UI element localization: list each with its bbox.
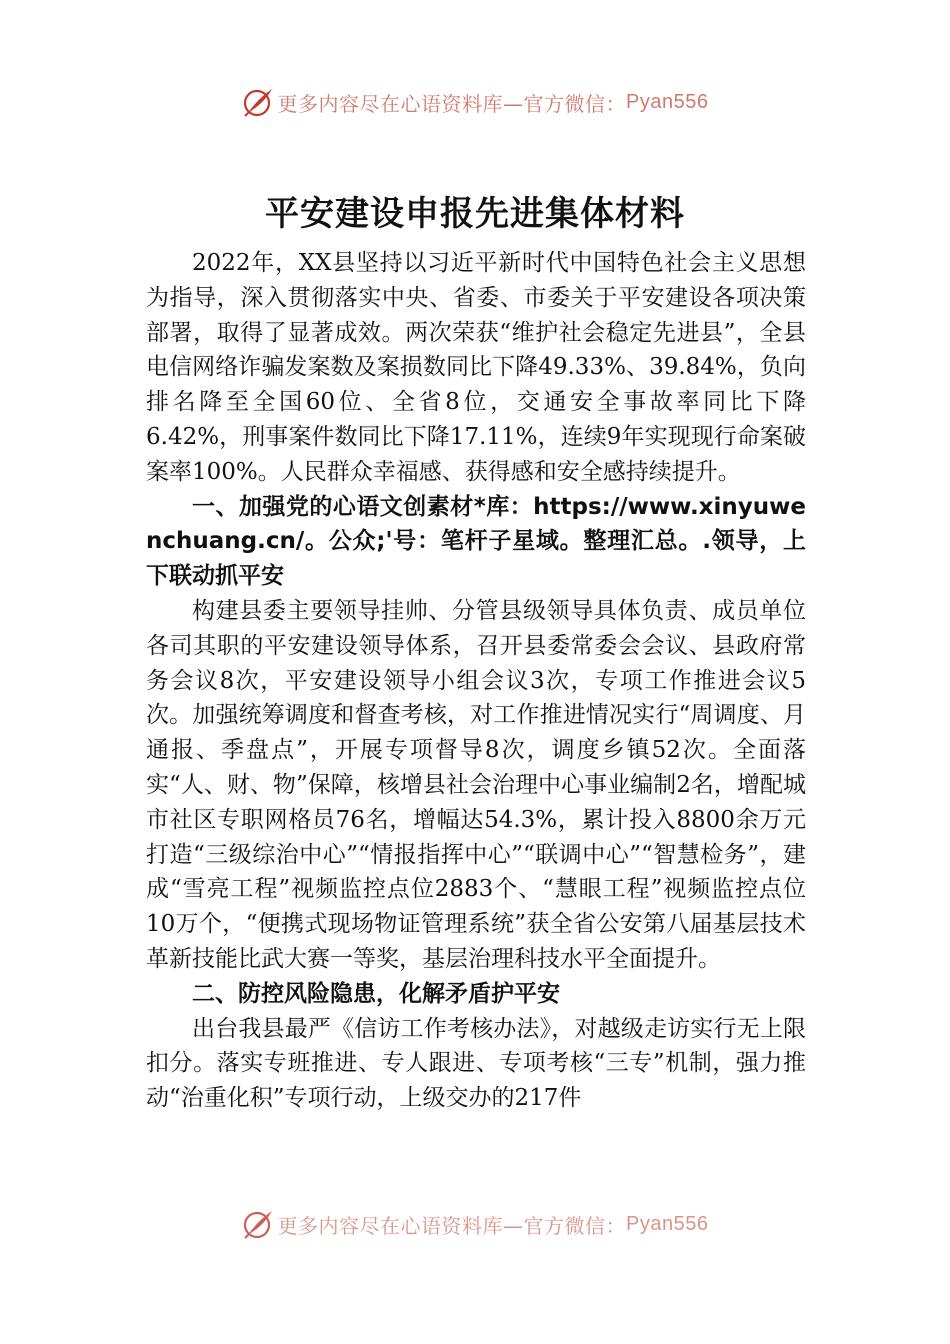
- intro-paragraph: 2022年，XX县坚持以习近平新时代中国特色社会主义思想为指导，深入贯彻落实中央、省委、市委关于平安建设各项决策部署，取得了显著成效。两次荣获“维护社会稳定先进县”，全县电信网络诈骗发案数及案损数同比下降49.33%、39.84%，负向排名降至全国60位、全省8位，交通安全事故率同比下降6.42%，刑事案件数同比下降17.11%，连续9年实现现行命案破案率100%。人民群众幸福感、获得感和安全感持续提升。: [146, 250, 806, 485]
- watermark-wechat-id: Pyan556: [626, 90, 709, 113]
- quill-logo-icon: [242, 86, 274, 118]
- watermark-text: 更多内容尽在心语资料库—官方微信：: [277, 1213, 627, 1238]
- watermark-footer: [0, 1206, 950, 1242]
- watermark-wechat-id: Pyan556: [626, 1212, 709, 1235]
- watermark-text: 更多内容尽在心语资料库—官方微信：: [277, 91, 627, 116]
- document-title: 平安建设申报先进集体材料: [265, 194, 685, 234]
- document-body: [146, 246, 806, 1116]
- section-heading-2: 二、防控风险隐患，化解矛盾护平安: [192, 980, 560, 1007]
- watermark-header: [0, 84, 950, 120]
- quill-logo-icon: [242, 1208, 274, 1240]
- section-1-paragraph: 构建县委主要领导挂帅、分管县级领导具体负责、成员单位各司其职的平安建设领导体系，召开县委常委会会议、县政府常务会议8次，平安建设领导小组会议3次，专项工作推进会议5次。加强统筹调度和督查考核，对工作推进情况实行“周调度、月通报、季盘点”，开展专项督导8次，调度乡镇52次。全面落实“人、财、物”保障，核增县社会治理中心事业编制2名，增配城市社区专职网格员76名，增幅达54.3%，累计投入8800余万元打造“三级综治中心”“情报指挥中心”“联调中心”“智慧检务”，建成“雪亮工程”视频监控点位2883个、“慧眼工程”视频监控点位10万个，“便携式现场物证管理系统”获全省公安第八届基层技术革新技能比武大赛一等奖，基层治理科技水平全面提升。: [146, 597, 806, 972]
- section-heading-1: 一、加强党的心语文创素材*库：https://www.xinyuwenchuang.cn/。公众;'号：笔杆子星域。整理汇总。.领导，上下联动抓平安: [146, 493, 806, 590]
- section-2-paragraph: 出台我县最严《信访工作考核办法》，对越级走访实行无上限扣分。落实专班推进、专人跟进、专项考核“三专”机制，强力推动“治重化积”专项行动，上级交办的217件: [146, 1015, 806, 1112]
